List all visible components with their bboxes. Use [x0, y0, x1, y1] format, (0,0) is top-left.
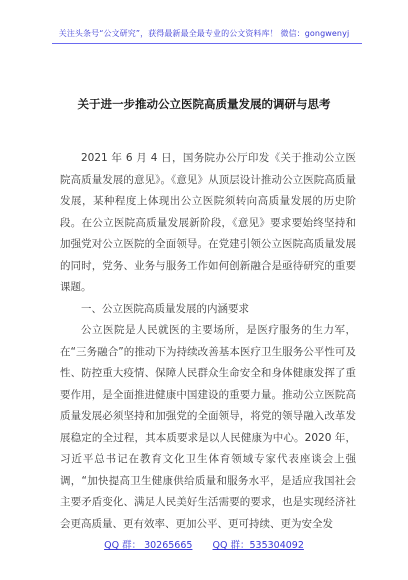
document-body: [60, 148, 356, 535]
footer-qq-groups: [0, 537, 408, 551]
section-heading: 一、公立医院高质量发展的内涵要求: [81, 302, 249, 315]
header-divider: [52, 43, 362, 44]
paragraph-section-one: 公立医院是人民就医的主要场所，是医疗服务的生力军，在“三务融合”的推动下为持续改善基本医疗卫生服务公平性可及性、防控重大疫情、保障人民群众生命安全和身体健康发挥了重要作用，是全面推进健康中国建设的重要力量。推动公立医院高质量发展必须坚持和加强党的全面领导，将党的领导融入改革发展稳定的全过程，其本质要求是以人民健康为中心。2020 年，习近平总书记在教育文化卫生体育领域专家代表座谈会上强调，“加快提高卫生健康供给质量和服务水平，是适应我国社会主要矛盾变化、满足人民美好生活需要的要求，也是实现经济社会更高质量、更有效率、更加公平、更可持续、更为安全发: [60, 324, 356, 530]
header-note: 关注头条号“公文研究”，获得最新最全最专业的公文资料库！ 微信：gongwenyj: [58, 29, 350, 38]
document-title: 关于进一步推动公立医院高质量发展的调研与思考: [77, 97, 331, 111]
qq-group-link-1[interactable]: QQ 群： 30265665: [104, 540, 193, 551]
qq-group-link-2[interactable]: QQ 群：535304092: [212, 540, 304, 551]
paragraph-intro: 2021 年 6 月 4 日，国务院办公厅印发《关于推动公立医院高质量发展的意见》。《意见》从顶层设计推动公立医院高质量发展，某种程度上体现出公立医院须转向高质量发展的历史阶段。在公立医院高质量发展新阶段，《意见》要求要始终坚持和加强党对公立医院的全面领导。在党建引领公立医院高质量发展的同时，党务、业务与服务工作如何创新融合是亟待研究的重要课题。: [60, 152, 356, 293]
